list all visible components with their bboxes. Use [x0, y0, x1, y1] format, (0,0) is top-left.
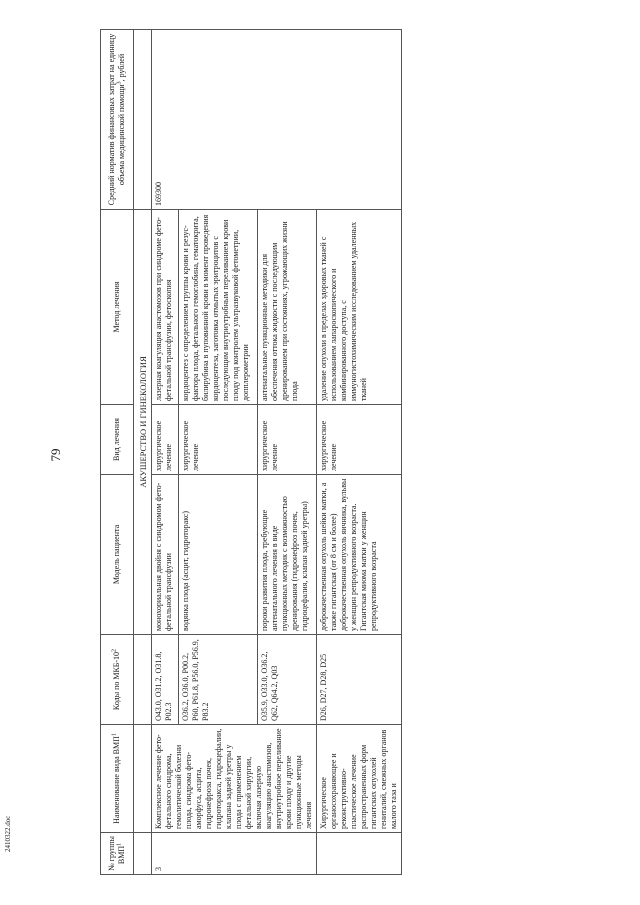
header-vmp-name: Наименование вида ВМП$^1$ [101, 725, 134, 833]
header-mkb: Коды по МКБ-$10^2$ [101, 635, 134, 725]
patient-model: монохориальная двойня с синдромом фето-фетальной трансфузии [152, 475, 179, 635]
section-row [134, 30, 152, 875]
vmp-table [100, 29, 402, 875]
treatment-method: лазерная коагуляция анастомозов при синдроме фето-фетальной трансфузии, фетоскопия [152, 210, 179, 405]
treatment-method: кордоцентез с определением группы крови и резус-фактора плода, фетального гемоглобина, гематокрита, билирубина в пуповинной крови в момент проведения кордоцентеза, заготовка отмытых эритроцитов с последующим внутриутробным переливанием крови плоду под контролем ультразвуковой фетометрии, допплерометрии [178, 210, 258, 405]
patient-model: доброкачественная опухоль шейки матки, а также гигантская (от 8 см и более) доброкачественная опухоль яичника, вульвы у женщин репродуктивного возраста. Гигантская миома матки у женщин репродуктивного возраста [317, 475, 402, 635]
group-number: 3 [152, 833, 317, 875]
header-patient-model: Модель пациента [101, 475, 134, 635]
mkb-codes: O43.0, O31.2, O31.8, P02.3 [152, 635, 179, 725]
treatment-type: хирургическое лечение [317, 405, 402, 475]
section-title: АКУШЕРСТВО И ГИНЕКОЛОГИЯ [134, 210, 152, 635]
treatment-type: хирургическое лечение [258, 405, 317, 475]
mkb-codes: O36.2, O36.0, P00.2, P60, P61.8, P56.0, P56.9, P83.2 [178, 635, 258, 725]
mkb-codes: O35.9, O33.0, O36.2, Q62, Q64.2, Q03 [258, 635, 317, 725]
treatment-method: удаление опухоли в пределах здоровых тканей с использованием лапароскопического и комбинированного доступа, с иммуногистохимическим исследованием удаленных тканей [317, 210, 402, 405]
header-group: № группы ВМП$^1$ [101, 833, 134, 875]
header-method: Метод лечения [101, 210, 134, 405]
header-norm: Средний норматив финансовых затрат на единицу объема медицинской помощи$^3$, рублей [101, 30, 134, 210]
page-number: 79 [48, 448, 63, 462]
norm-value: 169300 [152, 30, 402, 210]
header-treatment-type: Вид лечения [101, 405, 134, 475]
patient-model: водянка плода (асцит, гидроторакс) [178, 475, 258, 635]
treatment-method: антенатальные пункционные методики для обеспечения оттока жидкости с последующим дренированием при состояниях, угрожающих жизни плода [258, 210, 317, 405]
table-row [152, 30, 179, 875]
treatment-type: хирургическое лечение [178, 405, 258, 475]
footer-doc-name: 2410322.doc [4, 815, 12, 852]
patient-model: пороки развития плода, требующие антенатального лечения в виде пункционных методик с возможностью дренирования (гидронефроз почек, гидроцефалия, клапан задней уретры) [258, 475, 317, 635]
mkb-codes: D26, D27, D28, D25 [317, 635, 402, 725]
table-header-row [101, 30, 134, 875]
vmp-name: Комплексное лечение фето-фетального синдрома, гемолитической болезни плода, синдрома фето-аморфуса, асцита, гидронефроза почек, гидроторакса, гидроцефалии, клапана задней уретры у плода с применением фетальной хирургии, включая лазерную коагуляцию анастомозов, внутриутробное переливание крови плоду и другие пункционные методы лечения [152, 725, 317, 833]
vmp-name: Хирургическое органосохраняющее и реконструктивно-пластическое лечение распространенных форм гигантских опухолей гениталий, смежных органов малого таза и [317, 725, 402, 833]
treatment-type: хирургическое лечение [152, 405, 179, 475]
